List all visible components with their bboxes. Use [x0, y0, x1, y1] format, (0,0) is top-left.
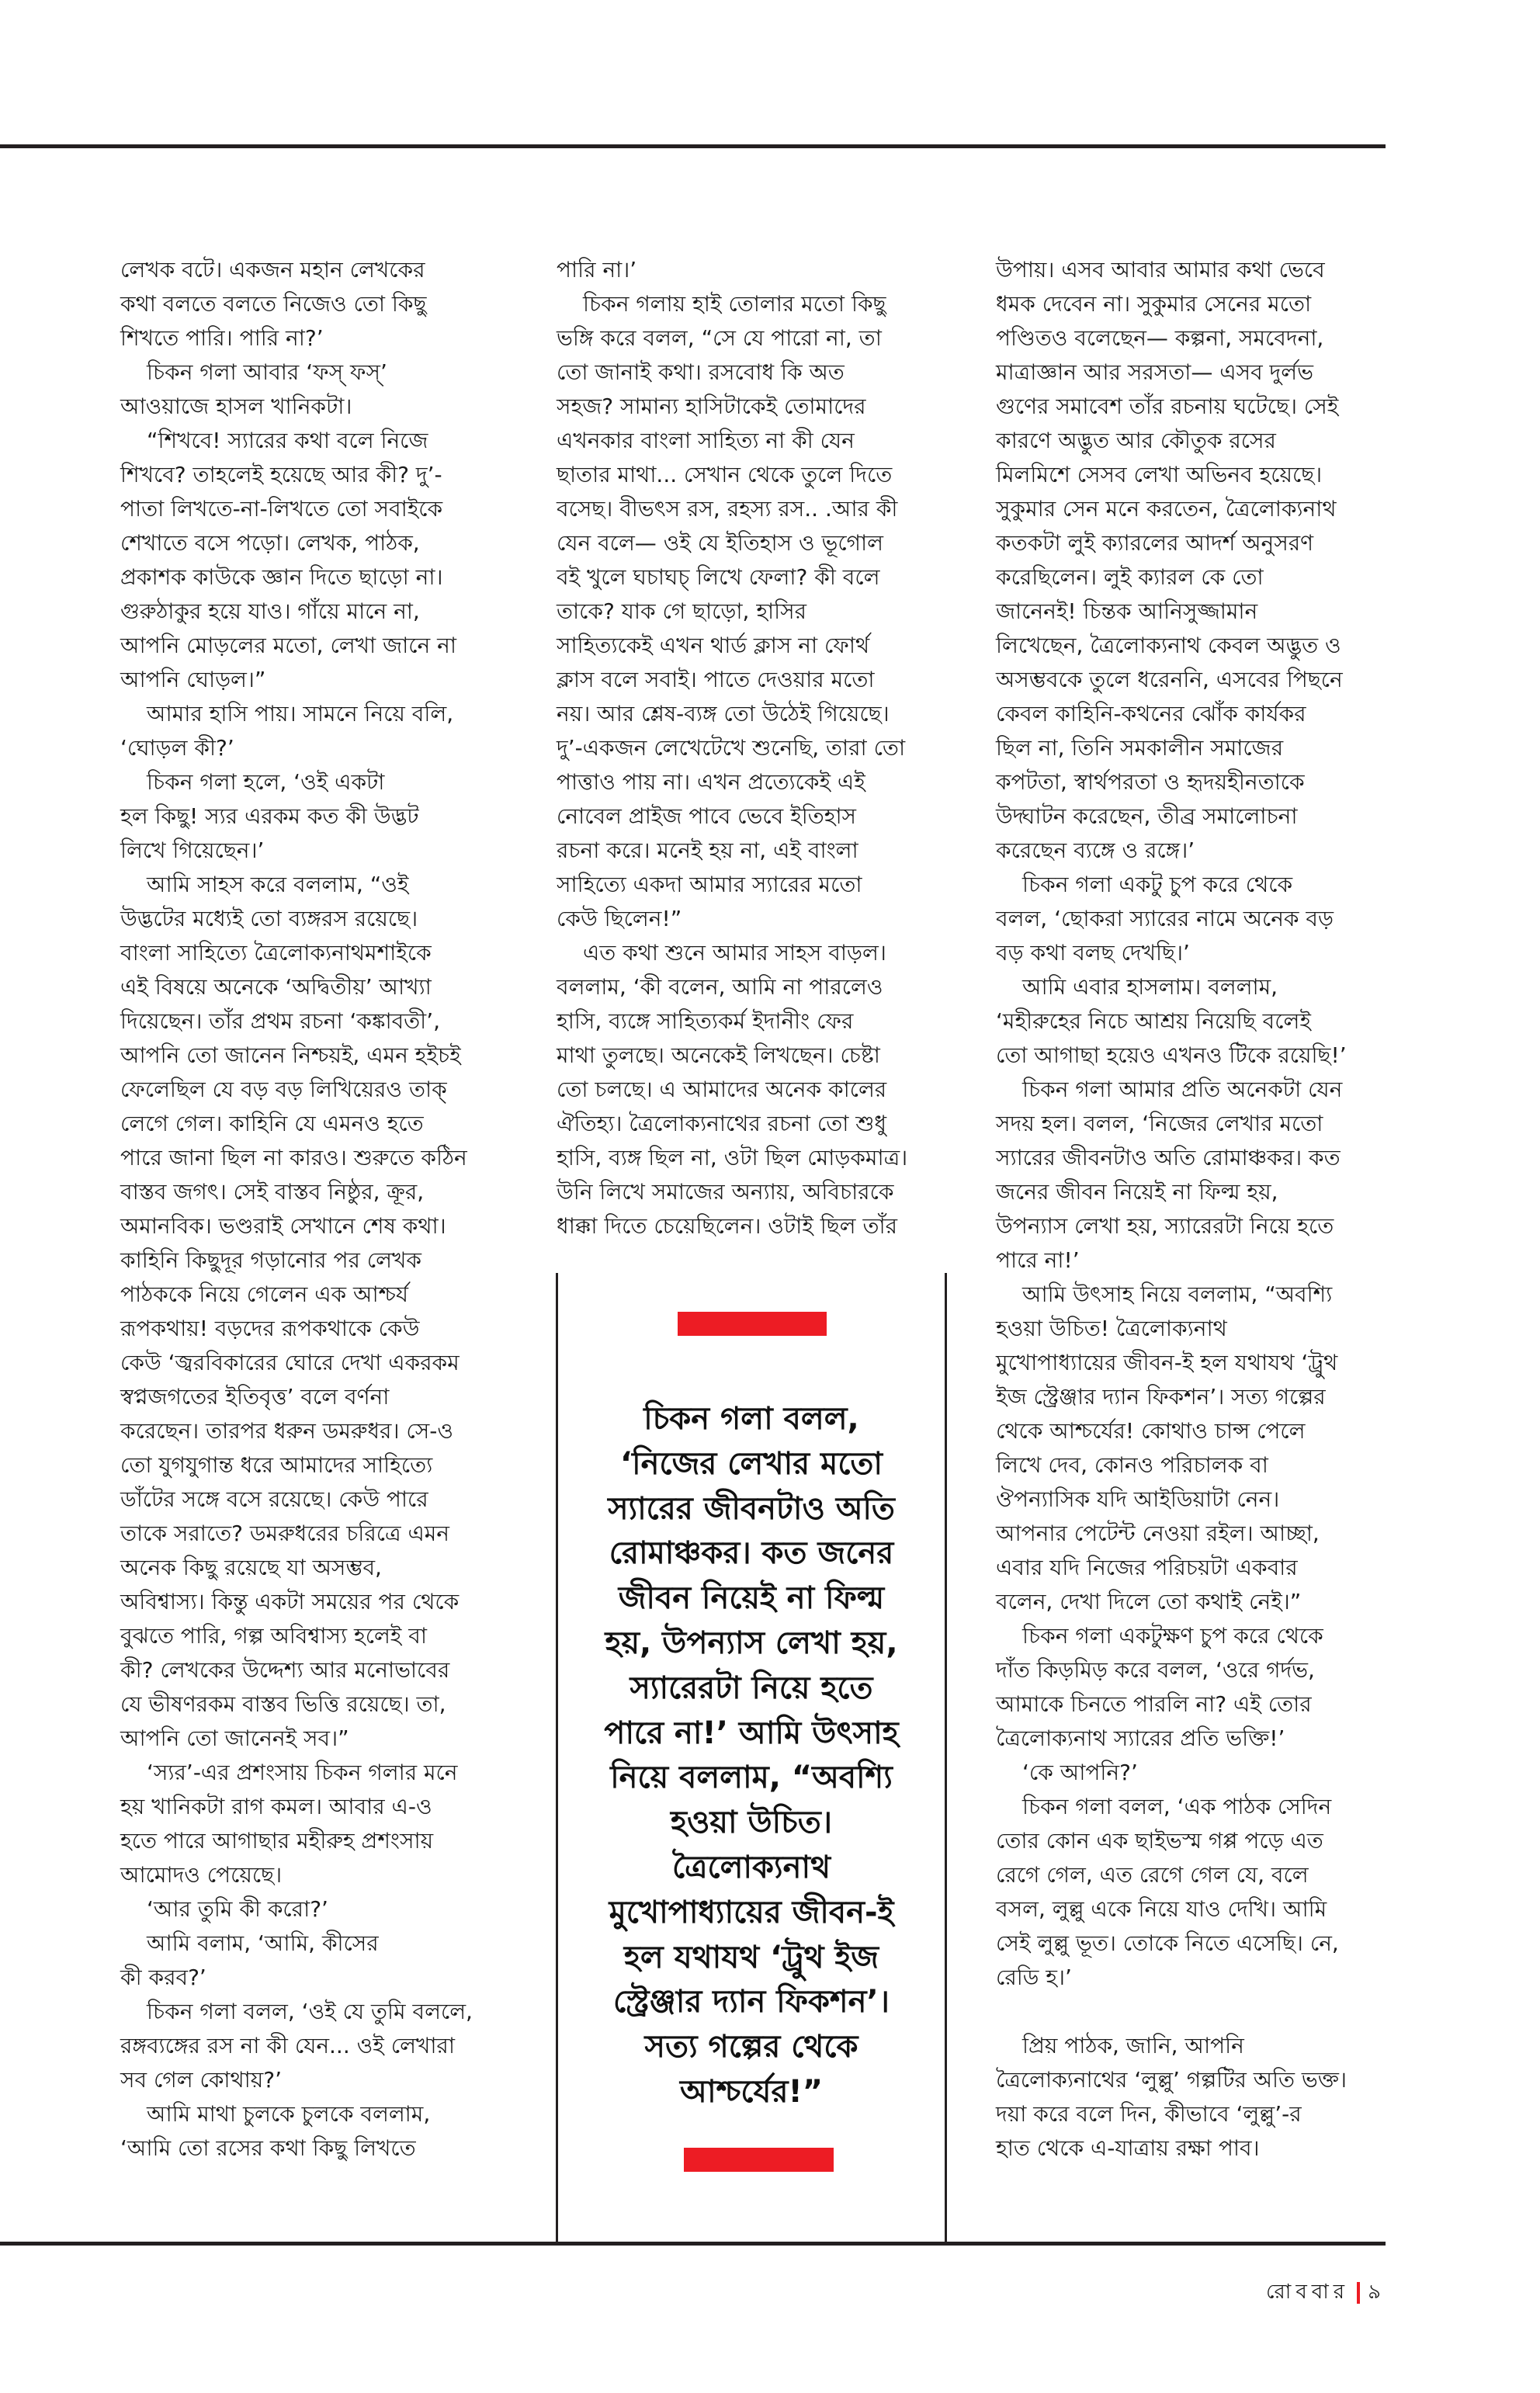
text-line: ধাক্কা দিতে চেয়েছিলেন। ওটাই ছিল তাঁর: [557, 1213, 897, 1239]
text-line: বলল, ‘ছোকরা স্যারের নামে অনেক বড়: [996, 906, 1334, 931]
pull-quote-line: আশ্চর্যের!”: [679, 2073, 824, 2110]
text-line: আমি মাথা চুলকে চুলকে বললাম,: [147, 2101, 431, 2127]
text-line: আমি এবার হাসলাম। বললাম,: [1022, 974, 1278, 1000]
text-line: লিখে গিয়েছেন।’: [120, 838, 265, 863]
text-line: ‘ঘোড়ল কী?’: [120, 735, 234, 761]
text-line: সাহিত্যকেই এখন থার্ড ক্লাস না ফোর্থ: [557, 633, 870, 658]
pull-quote-line: জীবন নিয়েই না ফিল্ম: [618, 1580, 885, 1617]
text-line: ‘স্যর’-এর প্রশংসায় চিকন গলার মনে: [147, 1760, 458, 1785]
text-line: পাত্তাও পায় না। এখন প্রত্যেকেই এই: [557, 769, 865, 795]
text-line: চিকন গলায় হাই তোলার মতো কিছু: [583, 291, 886, 317]
text-line: দয়া করে বলে দিন, কীভাবে ‘লুল্লু’-র: [996, 2101, 1302, 2127]
text-line: চিকন গলা বলল, ‘এক পাঠক সেদিন: [1022, 1794, 1332, 1819]
text-line: জানেনই! চিন্তক আনিসুজ্জামান: [996, 598, 1258, 624]
text-line: করেছেন। তারপর ধরুন ডমরুধর। সে-ও: [120, 1418, 453, 1444]
text-line: পারি না।’: [557, 257, 637, 283]
text-line: ইজ স্ট্রেঞ্জার দ্যান ফিকশন’। সত্য গল্পের: [996, 1384, 1326, 1410]
text-line: উপন্যাস লেখা হয়, স্যারেরটা নিয়ে হতে: [996, 1213, 1334, 1239]
text-line: কাহিনি কিছুদূর গড়ানোর পর লেখক: [120, 1247, 421, 1273]
pull-quote-line: স্যারেরটা নিয়ে হতে: [630, 1670, 873, 1706]
text-line: অমানবিক। ভণ্ডরাই সেখানে শেষ কথা।: [120, 1213, 446, 1239]
pull-quote-line: হওয়া উচিত।: [670, 1805, 833, 1841]
text-line: আপনি ঘোড়ল।”: [120, 667, 266, 692]
text-line: তোর কোন এক ছাইভস্ম গপ্প পড়ে এত: [996, 1828, 1323, 1854]
text-line: মুখোপাধ্যায়ের জীবন-ই হল যথাযথ ‘ট্রুথ: [996, 1350, 1338, 1375]
text-line: ক্লাস বলে সবাই। পাতে দেওয়ার মতো: [557, 667, 875, 692]
text-line: শেখাতে বসে পড়ো। লেখক, পাঠক,: [120, 530, 420, 556]
text-line: লিখেছেন, ত্রৈলোক্যনাথ কেবল অদ্ভুত ও: [996, 633, 1341, 658]
text-line: মাথা তুলছে। অনেকেই লিখছেন। চেষ্টা: [557, 1042, 880, 1068]
article-column-1: [120, 253, 516, 2166]
text-line: বসেছ। বীভৎস রস, রহস্য রস.. .আর কী: [557, 496, 898, 522]
text-line: বাংলা সাহিত্যে ত্রৈলোক্যনাথমশাইকে: [120, 940, 432, 966]
text-line: হওয়া উচিত! ত্রৈলোক্যনাথ: [996, 1316, 1227, 1341]
pull-quote-line: রোমাঞ্চকর। কত জনের: [609, 1535, 894, 1572]
top-rule: [0, 144, 1386, 148]
text-line: করেছেন ব্যঙ্গে ও রঙ্গে।’: [996, 838, 1195, 863]
pull-quote-line: ‘নিজের লেখার মতো: [619, 1445, 883, 1482]
pull-quote-top-bar: [678, 1312, 827, 1336]
text-line: তো জানাই কথা। রসবোধ কি অত: [557, 359, 845, 385]
text-line: আপনি তো জানেন নিশ্চয়ই, এমন হইচই: [120, 1042, 461, 1068]
text-line: এই বিষয়ে অনেকে ‘অদ্বিতীয়’ আখ্যা: [120, 974, 432, 1000]
text-line: উদ্ভটের মধ্যেই তো ব্যঙ্গরস রয়েছে।: [120, 906, 418, 931]
text-line: আমি বলাম, ‘আমি, কীসের: [147, 1930, 379, 1956]
text-line: সহজ? সামান্য হাসিটাকেই তোমাদের: [557, 394, 866, 419]
text-line: লিখে দেব, কোনও পরিচালক বা: [996, 1452, 1268, 1478]
page-footer: [1266, 2276, 1386, 2310]
text-line: আপনি তো জানেনই সব।”: [120, 1725, 349, 1751]
text-line: অবিশ্বাস্য। কিন্তু একটা সময়ের পর থেকে: [120, 1589, 460, 1614]
pull-quote-line: চিকন গলা বলল,: [643, 1401, 859, 1437]
text-line: আমি উৎসাহ নিয়ে বললাম, “অবশ্যি: [1022, 1281, 1333, 1307]
text-line: পণ্ডিতও বলেছেন— কল্পনা, সমবেদনা,: [996, 325, 1324, 351]
text-line: কী? লেখকের উদ্দেশ্য আর মনোভাবের: [120, 1657, 450, 1683]
text-line: পাতা লিখতে-না-লিখতে তো সবাইকে: [120, 496, 443, 522]
text-line: তো আগাছা হয়েও এখনও টিকে রয়েছি!’: [996, 1042, 1347, 1068]
text-line: প্রিয় পাঠক, জানি, আপনি: [1022, 2033, 1244, 2058]
text-line: গুরুঠাকুর হয়ে যাও। গাঁয়ে মানে না,: [120, 598, 420, 624]
pull-quote-text: [558, 1397, 945, 2115]
text-line: কেউ ছিলেন!”: [557, 906, 682, 931]
text-line: দাঁত কিড়মিড় করে বলল, ‘ওরে গর্দভ,: [996, 1657, 1315, 1683]
text-line: উদ্ঘাটন করেছেন, তীব্র সমালোচনা: [996, 803, 1298, 829]
text-line: এত কথা শুনে আমার সাহস বাড়ল।: [583, 940, 886, 966]
pull-quote-line: সত্য গল্পের থেকে: [644, 2029, 858, 2065]
text-line: আপনি মোড়লের মতো, লেখা জানে না: [120, 633, 456, 658]
text-line: সব গেল কোথায়?’: [120, 2067, 283, 2093]
text-line: উপায়। এসব আবার আমার কথা ভেবে: [996, 257, 1325, 283]
text-line: স্যারের জীবনটাও অতি রোমাঞ্চকর। কত: [996, 1145, 1341, 1170]
pull-quote-line: হল যথাযথ ‘ট্রুথ ইজ: [623, 1939, 879, 1975]
text-line: তো যুগযুগান্ত ধরে আমাদের সাহিত্যে: [120, 1452, 433, 1478]
pull-quote-line: হয়, উপন্যাস লেখা হয়,: [605, 1625, 898, 1661]
text-line: অসম্ভবকে তুলে ধরেননি, এসবের পিছনে: [996, 667, 1343, 692]
pull-quote-line: স্যারের জীবনটাও অতি: [608, 1490, 895, 1527]
text-line: রঙ্গব্যঙ্গের রস না কী যেন... ওই লেখারা: [120, 2033, 455, 2058]
text-line: তাকে সরাতে? ডমরুধরের চরিত্রে এমন: [120, 1521, 450, 1546]
text-line: লেখক বটে। একজন মহান লেখকের: [120, 257, 425, 283]
text-line: পাঠককে নিয়ে গেলেন এক আশ্চর্য: [120, 1281, 409, 1307]
text-line: সুকুমার সেন মনে করতেন, ত্রৈলোক্যনাথ: [996, 496, 1337, 522]
text-line: কতকটা লুই ক্যারলের আদর্শ অনুসরণ: [996, 530, 1314, 556]
text-line: সেই লুল্লু ভূত। তোকে নিতে এসেছি। নে,: [996, 1930, 1339, 1956]
text-line: ‘আর তুমি কী করো?’: [147, 1896, 328, 1922]
text-line: স্বপ্নজগতের ইতিবৃত্ত’ বলে বর্ণনা: [120, 1384, 390, 1410]
text-line: নোবেল প্রাইজ পাবে ভেবে ইতিহাস: [557, 803, 857, 829]
text-line: হাসি, ব্যঙ্গে সাহিত্যকর্ম ইদানীং ফের: [557, 1008, 854, 1034]
text-line: রেগে গেল, এত রেগে গেল যে, বলে: [996, 1862, 1309, 1888]
text-line: চিকন গলা বলল, ‘ওই যে তুমি বললে,: [147, 1999, 473, 2024]
text-line: রেডি হ।’: [996, 1965, 1072, 1990]
pull-quote-line: স্ট্রেঞ্জার দ্যান ফিকশন’।: [613, 1984, 890, 2020]
text-line: বড় কথা বলছ দেখছি।’: [996, 940, 1190, 966]
text-line: ঐতিহ্য। ত্রৈলোক্যনাথের রচনা তো শুধু: [557, 1111, 887, 1136]
text-line: বললাম, ‘কী বলেন, আমি না পারলেও: [557, 974, 883, 1000]
text-line: যেন বলে— ওই যে ইতিহাস ও ভূগোল: [557, 530, 883, 556]
text-line: ডাঁটের সঙ্গে বসে রয়েছে। কেউ পারে: [120, 1486, 428, 1512]
footer-separator: [1357, 2282, 1360, 2304]
text-line: আমাকে চিনতে পারলি না? এই তোর: [996, 1691, 1312, 1717]
text-line: আপনার পেটেন্ট নেওয়া রইল। আচ্ছা,: [996, 1521, 1320, 1546]
text-line: সদয় হল। বলল, ‘নিজের লেখার মতো: [996, 1111, 1323, 1136]
text-line: কথা বলতে বলতে নিজেও তো কিছু: [120, 291, 427, 317]
text-line: হল কিছু! স্যর এরকম কত কী উদ্ভট: [120, 803, 419, 829]
text-line: ভঙ্গি করে বলল, “সে যে পারো না, তা: [557, 325, 882, 351]
text-line: নয়। আর শ্লেষ-ব্যঙ্গ তো উঠেই গিয়েছে।: [557, 701, 890, 727]
text-line: থেকে আশ্চর্যের! কোথাও চান্স পেলে: [996, 1418, 1306, 1444]
text-line: হাসি, ব্যঙ্গ ছিল না, ওটা ছিল মোড়কমাত্র।: [557, 1145, 908, 1170]
text-line: আমি সাহস করে বললাম, “ওই: [147, 872, 409, 897]
text-line: রূপকথায়! বড়দের রূপকথাকে কেউ: [120, 1316, 420, 1341]
text-line: আমার হাসি পায়। সামনে নিয়ে বলি,: [147, 701, 454, 727]
text-line: রচনা করে। মনেই হয় না, এই বাংলা: [557, 838, 858, 863]
text-line: চিকন গলা আবার ‘ফস্ ফস্’: [147, 359, 387, 385]
text-line: এখনকার বাংলা সাহিত্য না কী যেন: [557, 428, 855, 453]
text-line: ধমক দেবেন না। সুকুমার সেনের মতো: [996, 291, 1312, 317]
article-column-3: [996, 253, 1392, 2166]
text-line: হাত থেকে এ-যাত্রায় রক্ষা পাব।: [996, 2135, 1260, 2161]
text-line: তাকে? যাক গে ছাড়ো, হাসির: [557, 598, 807, 624]
text-line: বসল, লুল্লু একে নিয়ে যাও দেখি। আমি: [996, 1896, 1327, 1922]
text-line: আওয়াজে হাসল খানিকটা।: [120, 394, 352, 419]
text-line: করেছিলেন। লুই ক্যারল কে তো: [996, 564, 1264, 590]
text-line: ‘কে আপনি?’: [1022, 1760, 1138, 1785]
text-line: যে ভীষণরকম বাস্তব ভিত্তি রয়েছে। তা,: [120, 1691, 446, 1717]
magazine-name: রোববার: [1265, 2280, 1350, 2304]
text-line: হতে পারে আগাছার মহীরুহ প্রশংসায়: [120, 1828, 434, 1854]
text-line: উনি লিখে সমাজের অন্যায়, অবিচারকে: [557, 1179, 894, 1205]
text-line: শিখতে পারি। পারি না?’: [120, 325, 324, 351]
text-line: বই খুলে ঘচাঘচ্ লিখে ফেলা? কী বলে: [557, 564, 880, 590]
text-line: ত্রৈলোক্যনাথের ‘লুল্লু’ গল্পটির অতি ভক্ত।: [996, 2067, 1347, 2093]
text-line: চিকন গলা হলে, ‘ওই একটা: [147, 769, 385, 795]
text-line: পারে না!’: [996, 1247, 1080, 1273]
text-line: কারণে অদ্ভুত আর কৌতুক রসের: [996, 428, 1276, 453]
text-line: কী করব?’: [120, 1965, 206, 1990]
text-line: হয় খানিকটা রাগ কমল। আবার এ-ও: [120, 1794, 432, 1819]
text-line: চিকন গলা একটু চুপ করে থেকে: [1022, 872, 1293, 897]
text-line: মাত্রাজ্ঞান আর সরসতা— এসব দুর্লভ: [996, 359, 1313, 385]
text-line: লেগে গেল। কাহিনি যে এমনও হতে: [120, 1111, 424, 1136]
text-line: ত্রৈলোক্যনাথ স্যারের প্রতি ভক্তি!’: [996, 1725, 1285, 1751]
text-line: বাস্তব জগৎ। সেই বাস্তব নিষ্ঠুর, ক্রূর,: [120, 1179, 425, 1205]
text-line: বুঝতে পারি, গল্প অবিশ্বাস্য হলেই বা: [120, 1623, 427, 1649]
text-line: কেবল কাহিনি-কথনের ঝোঁক কার্যকর: [996, 701, 1306, 727]
text-line: তো চলছে। এ আমাদের অনেক কালের: [557, 1077, 887, 1102]
text-line: মিলমিশে সেসব লেখা অভিনব হয়েছে।: [996, 462, 1323, 487]
text-line: সাহিত্যে একদা আমার স্যারের মতো: [557, 872, 862, 897]
text-line: প্রকাশক কাউকে জ্ঞান দিতে ছাড়ো না।: [120, 564, 443, 590]
text-line: কেউ ‘জ্বরবিকারের ঘোরে দেখা একরকম: [120, 1350, 460, 1375]
pull-quote-line: নিয়ে বললাম, “অবশ্যি: [610, 1760, 893, 1796]
pull-quote-line: ত্রৈলোক্যনাথ: [671, 1849, 831, 1885]
text-line: [996, 1995, 1392, 2029]
text-line: গুণের সমাবেশ তাঁর রচনায় ঘটেছে। সেই: [996, 394, 1339, 419]
bottom-rule: [0, 2242, 1386, 2246]
text-line: ছাতার মাথা... সেখান থেকে তুলে দিতে: [557, 462, 893, 487]
article-column-2: [557, 253, 952, 1243]
text-line: ছিল না, তিনি সমকালীন সমাজের: [996, 735, 1284, 761]
text-line: অনেক কিছু রয়েছে যা অসম্ভব,: [120, 1555, 382, 1580]
text-line: ‘মহীরুহের নিচে আশ্রয় নিয়েছি বলেই: [996, 1008, 1311, 1034]
text-line: বলেন, দেখা দিলে তো কথাই নেই।”: [996, 1589, 1302, 1614]
pull-quote-box: [556, 1273, 947, 2243]
text-line: দু’-একজন লেখেটেখে শুনেছি, তারা তো: [557, 735, 906, 761]
text-line: জনের জীবন নিয়েই না ফিল্ম হয়,: [996, 1179, 1278, 1205]
text-line: পারে জানা ছিল না কারও। শুরুতে কঠিন: [120, 1145, 467, 1170]
text-line: দিয়েছেন। তাঁর প্রথম রচনা ‘কঙ্কাবতী’,: [120, 1008, 440, 1034]
text-line: শিখবে? তাহলেই হয়েছে আর কী? দু’-: [120, 462, 442, 487]
text-line: ‘আমি তো রসের কথা কিছু লিখতে: [120, 2135, 416, 2161]
page-number: ৯: [1368, 2280, 1386, 2304]
text-line: আমোদও পেয়েছে।: [120, 1862, 283, 1888]
text-line: এবার যদি নিজের পরিচয়টা একবার: [996, 1555, 1298, 1580]
text-line: ঔপন্যাসিক যদি আইডিয়াটা নেন।: [996, 1486, 1280, 1512]
pull-quote-bottom-bar: [684, 2148, 834, 2172]
pull-quote-line: মুখোপাধ্যায়ের জীবন-ই: [609, 1894, 894, 1930]
text-line: চিকন গলা আমার প্রতি অনেকটা যেন: [1022, 1077, 1343, 1102]
text-line: কপটতা, স্বার্থপরতা ও হৃদয়হীনতাকে: [996, 769, 1305, 795]
text-line: চিকন গলা একটুক্ষণ চুপ করে থেকে: [1022, 1623, 1323, 1649]
text-line: “শিখবে! স্যারের কথা বলে নিজে: [147, 428, 428, 453]
text-line: ফেলেছিল যে বড় বড় লিখিয়েরও তাক্: [120, 1077, 447, 1102]
pull-quote-line: পারে না!’ আমি উৎসাহ: [604, 1715, 899, 1751]
